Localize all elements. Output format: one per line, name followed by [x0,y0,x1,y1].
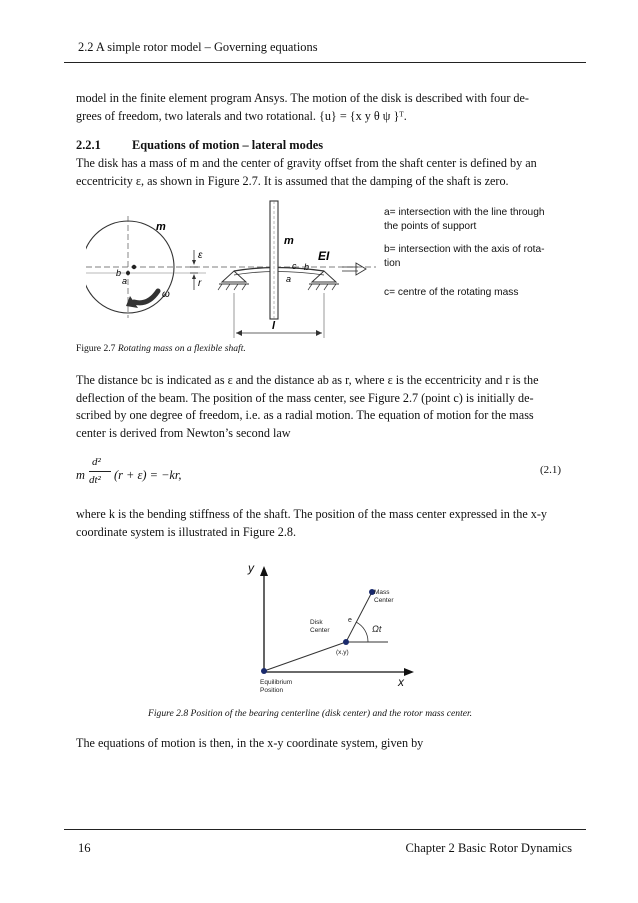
section-number: 2.2.1 [76,138,101,152]
label-l: l [272,320,276,332]
label-b-circle: b [116,268,122,278]
point-c [132,265,136,269]
note-a-line-1: a= intersection with the line through [384,207,545,218]
omega-t-label: Ωt [372,624,382,634]
para3-line-1: where k is the bending stiffness of the shaft. The position of the mass center expressed in the x-y [76,507,548,521]
label-c: c [292,261,297,271]
angle-arc [356,622,368,642]
e-label: e [348,617,352,624]
disk-center-label-2: Center [310,627,330,634]
para3-line-2: coordinate system is illustrated in Figure 2.8. [76,524,297,539]
right-support [312,271,336,282]
note-c [384,286,570,300]
paragraph-4 [76,735,576,753]
figure-2-8-caption: Figure 2.8 Position of the bearing centerline (disk center) and the rotor mass center. [148,708,473,719]
equilibrium-point [261,668,267,674]
note-b-line-2: tion [384,257,401,269]
note-b-line-1: b= intersection with the axis of rota- [384,244,545,255]
label-a-circle: a [122,276,128,286]
para1-line-1: The disk has a mass of m and the center of gravity offset from the shaft center is defined by an [76,156,537,170]
para4-line-1: The equations of motion is then, in the x-y coordinate system, given by [76,736,424,750]
running-header: 2.2 A simple rotor model – Governing equations [78,40,318,54]
xy-label: (x,y) [336,649,349,656]
intro-paragraph [76,90,576,125]
para2-line-3: scribed by one degree of freedom, i.e. as a radial motion. The equation of motion for the mass [76,408,534,423]
figure-2-8-diagram [238,558,418,700]
left-support [222,271,246,282]
note-a [384,206,570,233]
note-a-line-2: the points of support [384,220,477,232]
section-title: Equations of motion – lateral modes [132,138,324,152]
equation-number: (2.1) [540,464,562,476]
x-axis-label: x [398,675,404,689]
figure-2-7-caption-label: Figure 2.7 [76,343,116,354]
mass-center-label-2: Center [374,597,394,604]
equation-m: m [76,468,85,482]
figure-2-7-diagram [86,198,376,338]
disk-center-point [343,639,349,645]
label-EI: EI [318,249,330,263]
position-vector [264,642,346,671]
y-axis-label: y [248,561,254,575]
para1-line-2: eccentricity ε, as shown in Figure 2.7. It is assumed that the damping of the shaft is zero. [76,173,509,188]
para2-line-1: The distance bc is indicated as ε and the distance ab as r, where ε is the eccentricity and r is the [76,373,539,387]
label-epsilon: ε [198,250,203,261]
note-c-line: c= centre of the rotating mass [384,287,519,298]
paragraph-2 [76,372,576,442]
equation-denominator: dt² [89,474,101,486]
label-m-circle: m [156,221,166,233]
equilibrium-label-1: Equilibrium [260,679,293,686]
label-omega: ω [162,289,170,300]
point-a [126,271,130,275]
equation-rest: (r + ε) = −kr, [114,468,182,482]
para2-line-2: deflection of the beam. The position of the mass center, see Figure 2.7 (point c) is initially de- [76,390,534,405]
rotation-arrow [134,291,158,303]
section-heading [76,138,323,153]
header-rule [64,62,586,63]
footer-rule [64,829,586,830]
paragraph-1 [76,155,576,190]
intro-line-1: model in the finite element program Ansys. The motion of the disk is described with four de- [76,91,529,105]
equilibrium-label-2: Position [260,687,284,694]
page-number: 16 [78,841,91,855]
mass-center-label-1: Mass [374,589,390,596]
label-m-side: m [284,235,294,247]
note-b [384,243,570,270]
paragraph-3 [76,506,576,541]
footer-chapter: Chapter 2 Basic Rotor Dynamics [405,841,572,855]
intro-line-2: grees of freedom, two laterals and two rotational. {u} = {x y θ ψ }ᵀ. [76,108,407,123]
label-r: r [198,278,202,289]
figure-2-7-caption-text: Rotating mass on a flexible shaft. [117,343,246,354]
label-a-side: a [286,274,292,284]
figure-2-7-caption [76,343,246,354]
deflected-shaft [234,268,324,272]
disk-center-label-1: Disk [310,619,323,626]
equation-fraction-bar [89,471,111,472]
label-b-side: b [304,262,310,272]
equation-numerator: d² [92,456,101,468]
para2-line-4: center is derived from Newton’s second law [76,425,291,440]
